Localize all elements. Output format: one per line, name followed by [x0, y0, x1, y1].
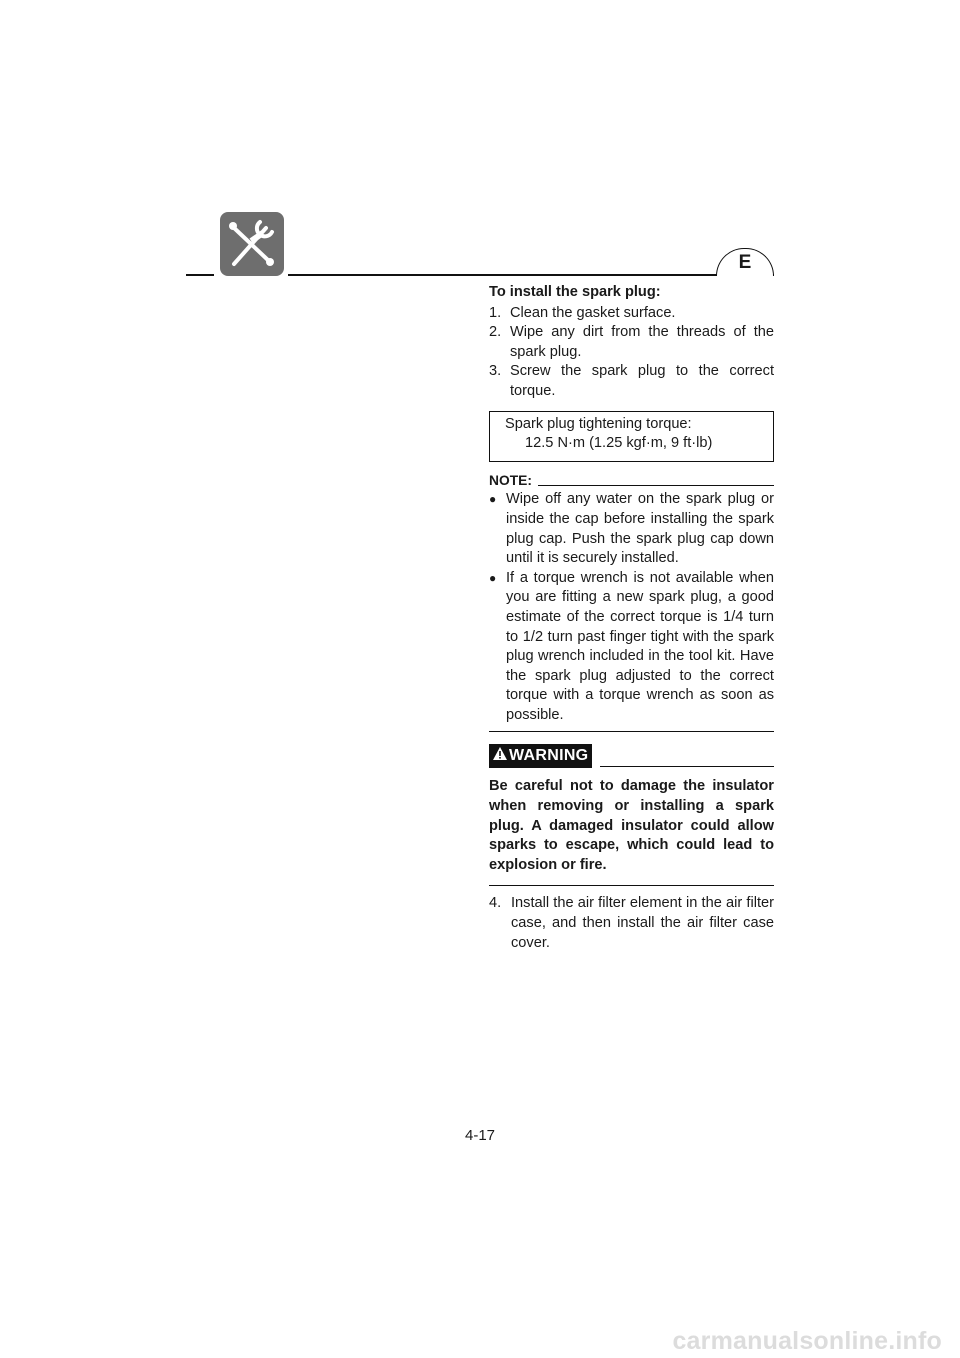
step-4 [489, 894, 774, 953]
warning-triangle-icon [493, 745, 507, 767]
warning-end-rule [489, 885, 774, 886]
step-number: 2. [489, 324, 502, 341]
warning-rule [600, 766, 774, 767]
header-rule-right [288, 274, 774, 276]
step-3 [489, 362, 774, 401]
bullet-dot-icon: ● [489, 492, 497, 507]
step-text: Clean the gasket surface. [510, 304, 676, 321]
note-label: NOTE: [489, 472, 532, 488]
step-number: 1. [489, 304, 502, 321]
bullet-text: If a torque wrench is not available when you are fitting a new spark plug, a good estimate of the correct torque is 1/4 turn to 1/2 turn past finger tight with the spark plug wrench included in the tool kit. Have the spark plug adjusted to the correct torque with a torque wrench as soon as possible. [506, 569, 774, 723]
note-rule [538, 485, 774, 486]
torque-spec-box [489, 411, 774, 462]
step-text: Wipe any dirt from the threads of the spark plug. [510, 324, 774, 360]
warning-label: WARNING [509, 747, 589, 765]
section-heading: To install the spark plug: [489, 284, 661, 300]
spec-label: Spark plug tightening torque: [505, 415, 692, 432]
step-1 [489, 304, 774, 324]
bullet-text: Wipe off any water on the spark plug or inside the cap before installing the spark plug cap. Push the spark plug cap down until it is securely installed. [506, 491, 774, 567]
content-column [489, 283, 774, 953]
language-badge: E [716, 248, 774, 276]
step-2 [489, 323, 774, 362]
note-header [489, 471, 774, 491]
bullet-dot-icon: ● [489, 570, 497, 585]
warning-header [489, 744, 774, 768]
warning-text: Be careful not to damage the insulator when removing or installing a spark plug. A damaged insulator could allow sparks to escape, which could lead to explosion or fire. [489, 778, 774, 873]
note-bullet [489, 569, 774, 726]
step-text: Install the air filter element in the air filter case, and then install the air filter case cover. [511, 895, 774, 951]
maintenance-tools-icon [220, 212, 284, 276]
step-number: 4. [489, 895, 502, 912]
header-rule-left [186, 274, 214, 276]
step-number: 3. [489, 363, 502, 380]
step-text: Screw the spark plug to the correct torque. [510, 363, 774, 399]
page-number: 4-17 [464, 1127, 496, 1144]
note-bullet [489, 490, 774, 568]
watermark: carmanualsonline.info [672, 1327, 942, 1355]
note-end-rule [489, 731, 774, 732]
spec-value: 12.5 N·m (1.25 kgf·m, 9 ft·lb) [525, 435, 713, 452]
warning-badge [489, 744, 592, 768]
